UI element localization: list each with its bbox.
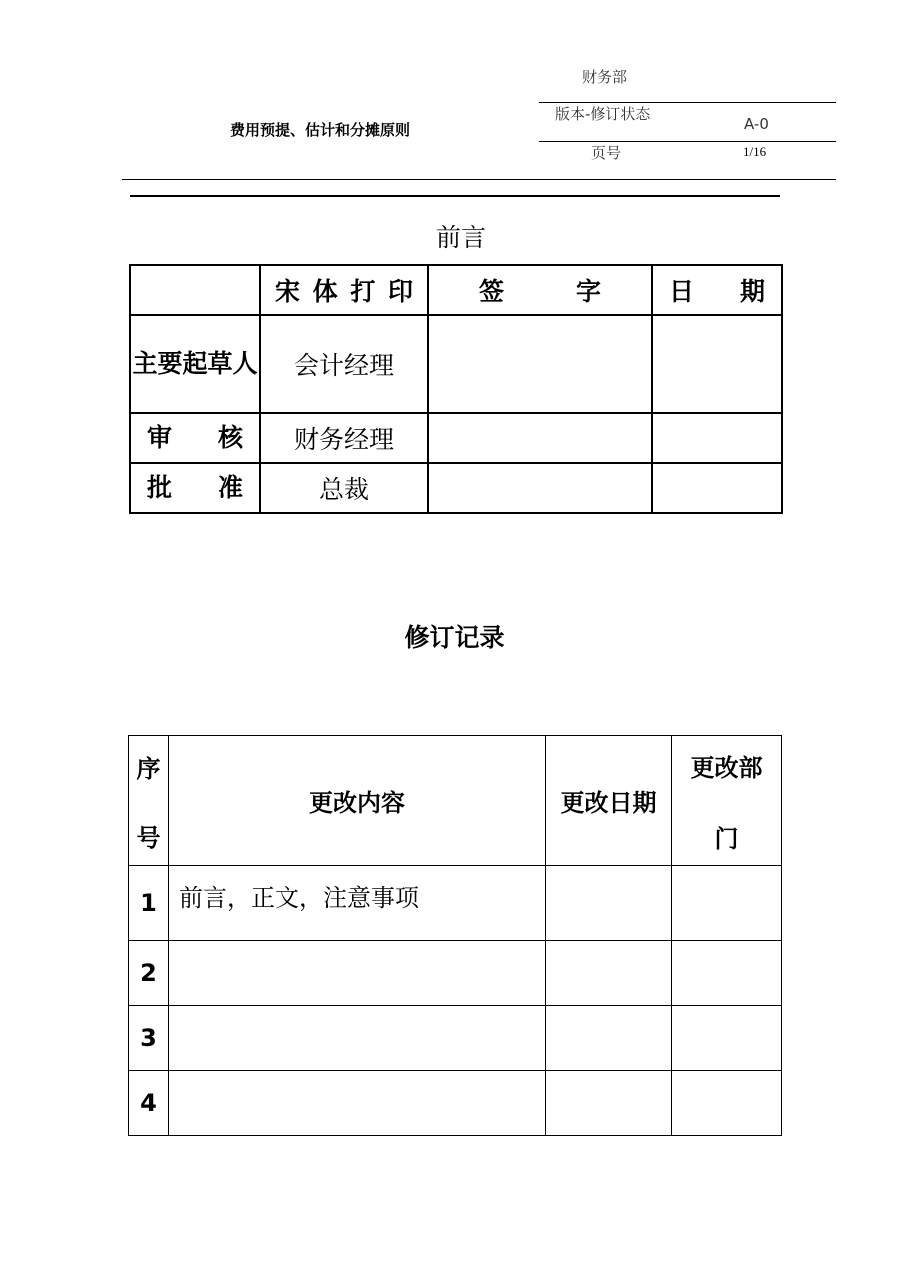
revision-row-date (546, 1071, 672, 1136)
revision-row-dept (672, 866, 782, 941)
revision-row-content (169, 941, 546, 1006)
revision-row-content: 前言，正文，注意事项 (169, 866, 546, 941)
header-bottom-rule (122, 179, 836, 180)
revision-row-content (169, 1006, 546, 1071)
revision-header-dept-bottom: 门 (714, 824, 739, 853)
approval-header-empty (130, 265, 260, 315)
revision-row-date (546, 1006, 672, 1071)
approval-row-approve-print: 总裁 (260, 463, 428, 513)
revision-title: 修订记录 (404, 623, 505, 652)
approval-header-sign: 签 字 (428, 265, 652, 315)
revision-row-dept (672, 1071, 782, 1136)
approval-row-drafter-print: 会计经理 (260, 315, 428, 413)
revision-row-no: 4 (129, 1071, 169, 1136)
approval-table (129, 264, 783, 514)
header-divider-2 (539, 141, 836, 142)
revision-row-date (546, 941, 672, 1006)
revision-header-dept-top: 更改部 (690, 753, 763, 782)
version-value: A-0 (744, 115, 769, 133)
approval-header-date: 日 期 (652, 265, 782, 315)
approval-row-review-print: 财务经理 (260, 413, 428, 463)
approval-row-drafter-label: 主要起草人 (130, 315, 260, 413)
revision-row-no: 1 (129, 866, 169, 941)
version-label: 版本-修订状态 (555, 105, 651, 123)
revision-row-date (546, 866, 672, 941)
revision-header-no-top: 序 (136, 754, 161, 783)
revision-row-content (169, 1071, 546, 1136)
approval-row-approve-sign (428, 463, 652, 513)
revision-row-no: 3 (129, 1006, 169, 1071)
approval-row-review-sign (428, 413, 652, 463)
approval-row-drafter-sign (428, 315, 652, 413)
approval-row-review-label: 审 核 (130, 413, 260, 463)
approval-row-drafter-date (652, 315, 782, 413)
page-value: 1/16 (743, 144, 767, 159)
revision-row-dept (672, 941, 782, 1006)
revision-header-dept (672, 736, 782, 866)
approval-row-approve-label: 批 准 (130, 463, 260, 513)
body-top-rule (130, 195, 780, 197)
revision-row-no: 2 (129, 941, 169, 1006)
page-label: 页号 (591, 144, 622, 162)
revision-row-dept (672, 1006, 782, 1071)
revision-header-content: 更改内容 (169, 736, 546, 866)
revision-table (128, 735, 782, 1136)
revision-header-date: 更改日期 (546, 736, 672, 866)
revision-header-no-bottom: 号 (136, 823, 161, 852)
document-title: 费用预提、估计和分摊原则 (230, 121, 411, 139)
approval-header-print: 宋 体 打 印 (260, 265, 428, 315)
approval-row-approve-date (652, 463, 782, 513)
department-label: 财务部 (582, 68, 628, 86)
preface-title: 前言 (435, 223, 486, 252)
revision-header-no (129, 736, 169, 866)
approval-row-review-date (652, 413, 782, 463)
